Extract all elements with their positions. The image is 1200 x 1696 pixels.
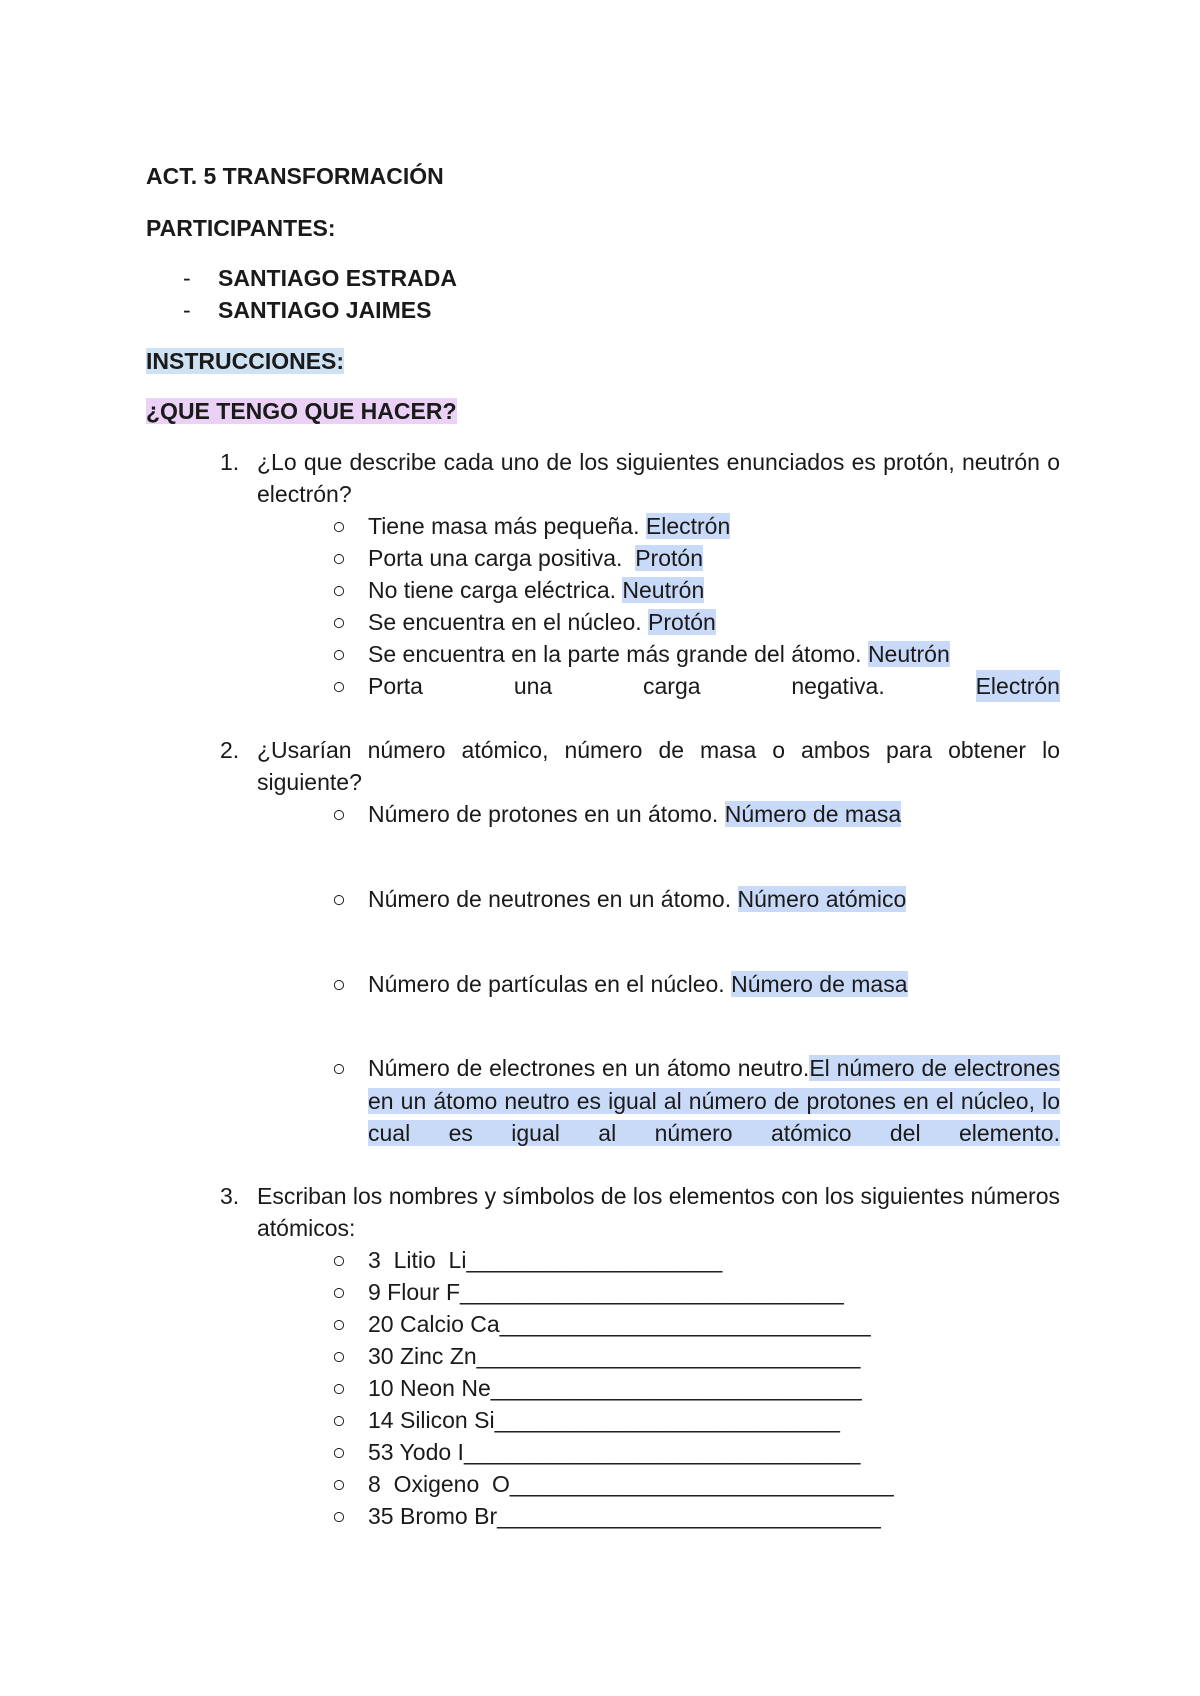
element-fill-line: 14 Silicon Si___________________________ [368, 1407, 840, 1433]
answer-highlight: Neutrón [867, 641, 950, 667]
circle-bullet-icon: ○ [332, 1471, 346, 1497]
answer-highlight: Protón [635, 545, 703, 571]
answer-highlight: Número de masa [731, 971, 908, 997]
element-fill-line: 10 Neon Ne_____________________________ [368, 1375, 862, 1401]
question-text: ¿Usarían número atómico, número de masa o ambos para obtener lo siguiente? [257, 737, 1060, 795]
answer-highlight: Electrón [976, 670, 1060, 702]
circle-bullet-icon: ○ [332, 1343, 346, 1369]
item-word: carga [643, 673, 701, 699]
question-label: ¿QUE TENGO QUE HACER? [146, 398, 457, 424]
participant-name: SANTIAGO JAIMES [218, 297, 432, 323]
circle-bullet-icon: ○ [332, 1439, 346, 1465]
element-fill-line: 30 Zinc Zn______________________________ [368, 1343, 861, 1369]
element-fill-line: 3 Litio Li____________________ [368, 1247, 723, 1273]
circle-bullet-icon: ○ [332, 1503, 346, 1529]
answer-highlight: Neutrón [622, 577, 705, 603]
circle-bullet-icon: ○ [332, 971, 346, 997]
question-text: ¿Lo que describe cada uno de los siguientes enunciados es protón, neutrón o electrón? [257, 449, 1060, 507]
circle-bullet-icon: ○ [332, 513, 346, 539]
element-fill-line: 35 Bromo Br______________________________ [368, 1503, 881, 1529]
question-number: 3. [220, 1183, 240, 1209]
instructions-heading [146, 348, 344, 375]
question-text: Escriban los nombres y símbolos de los elementos con los siguientes números atómicos: [257, 1183, 1060, 1241]
instructions-label: INSTRUCCIONES: [146, 348, 345, 374]
element-fill-line: 20 Calcio Ca_____________________________ [368, 1311, 871, 1337]
circle-bullet-icon: ○ [332, 1055, 346, 1081]
answer-paragraph [368, 1052, 1060, 1150]
item-text: Se encuentra en la parte más grande del átomo. [368, 641, 868, 667]
justified-item-text [368, 670, 1060, 702]
item-text: Número de partículas en el núcleo. [368, 971, 732, 997]
item-text: Número de protones en un átomo. [368, 801, 725, 827]
participants-label: PARTICIPANTES: [146, 215, 336, 241]
question-number: 2. [220, 737, 240, 763]
item-text: No tiene carga eléctrica. [368, 577, 623, 603]
item-word: negativa. [791, 673, 885, 699]
circle-bullet-icon: ○ [332, 801, 346, 827]
answer-highlight: Electrón [645, 513, 731, 539]
circle-bullet-icon: ○ [332, 1279, 346, 1305]
item-text: Número de electrones en un átomo neutro. [368, 1055, 810, 1081]
item-word: Porta [368, 673, 423, 699]
item-text: Tiene masa más pequeña. [368, 513, 646, 539]
participant-name: SANTIAGO ESTRADA [218, 265, 457, 291]
circle-bullet-icon: ○ [332, 886, 346, 912]
answer-highlight: Protón [648, 609, 716, 635]
question-1 [220, 446, 1060, 510]
element-fill-line: 9 Flour F______________________________ [368, 1279, 844, 1305]
answer-highlight: Número de masa [724, 801, 902, 827]
circle-bullet-icon: ○ [332, 545, 346, 571]
item-text: Se encuentra en el núcleo. [368, 609, 649, 635]
item-text: Número de neutrones en un átomo. [368, 886, 738, 912]
list-dash: - [183, 297, 191, 323]
item-word: una [513, 673, 553, 699]
circle-bullet-icon: ○ [332, 577, 346, 603]
circle-bullet-icon: ○ [332, 1247, 346, 1273]
circle-bullet-icon: ○ [332, 1407, 346, 1433]
document-title: ACT. 5 TRANSFORMACIÓN [146, 163, 444, 189]
element-fill-line: 8 Oxigeno O______________________________ [368, 1471, 894, 1497]
circle-bullet-icon: ○ [332, 609, 346, 635]
answer-highlight: Número atómico [737, 886, 907, 912]
circle-bullet-icon: ○ [332, 1311, 346, 1337]
element-fill-line: 53 Yodo I_______________________________ [368, 1439, 861, 1465]
answer-highlight: El número de electrones en un átomo neutro es igual al número de protones en el núcleo, lo cual es igual al número atómico del elemento. [368, 1055, 1060, 1146]
question-2 [220, 734, 1060, 798]
circle-bullet-icon: ○ [332, 673, 346, 699]
circle-bullet-icon: ○ [332, 641, 346, 667]
question-heading [146, 398, 457, 425]
item-text: Porta una carga positiva. [368, 545, 636, 571]
list-dash: - [183, 265, 191, 291]
circle-bullet-icon: ○ [332, 1375, 346, 1401]
question-3 [220, 1180, 1060, 1244]
question-number: 1. [220, 449, 240, 475]
